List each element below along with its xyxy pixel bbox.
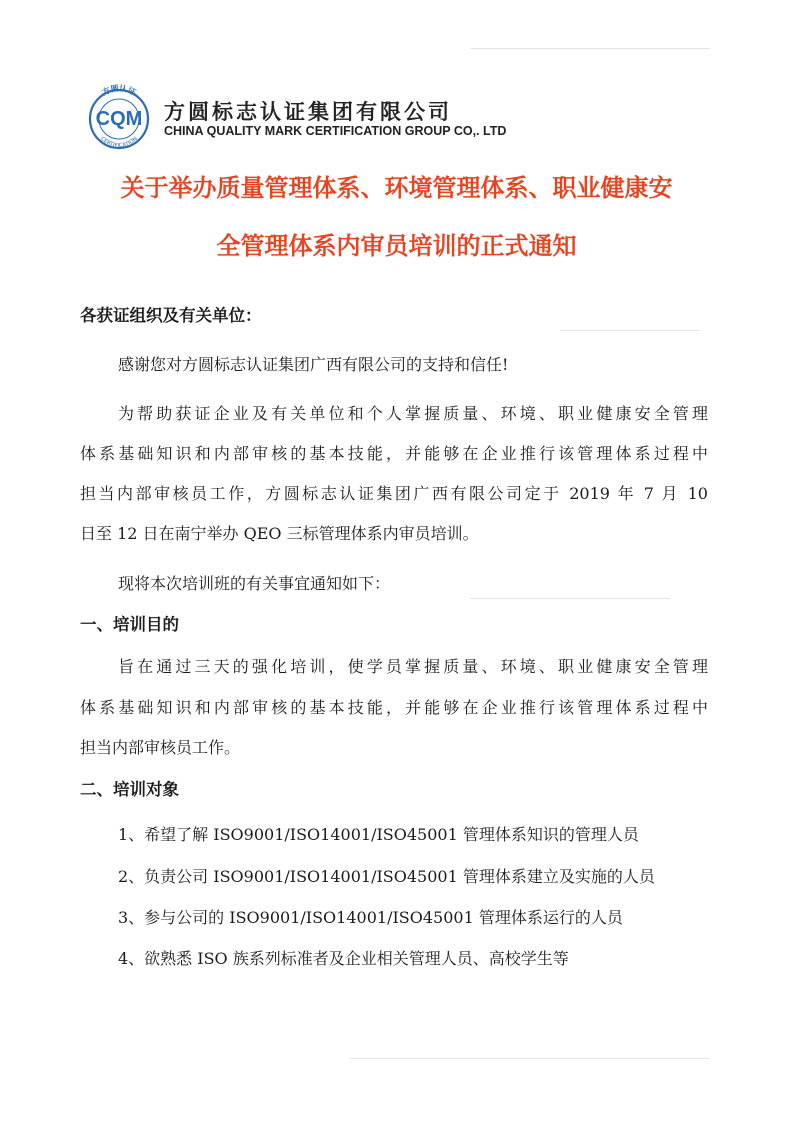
notice-title-line-1: 关于举办质量管理体系、环境管理体系、职业健康安 <box>120 174 673 202</box>
bleed-through-line <box>470 48 710 49</box>
svg-text:CERTIFICATION: CERTIFICATION <box>99 136 139 150</box>
purpose-line: 体系基础知识和内部审核的基本技能，并能够在企业推行该管理体系过程中 <box>80 698 708 717</box>
purpose-line: 担当内部审核员工作。 <box>80 738 241 757</box>
bleed-through-line <box>350 1058 710 1059</box>
bleed-through-line <box>470 598 670 599</box>
audience-item: 4、欲熟悉 ISO 族系列标准者及企业相关管理人员、高校学生等 <box>118 949 569 968</box>
intro-paragraph-line: 体系基础知识和内部审核的基本技能，并能够在企业推行该管理体系过程中 <box>80 444 708 463</box>
bleed-through-line <box>560 330 700 331</box>
notice-line: 现将本次培训班的有关事宜通知如下： <box>118 574 391 593</box>
intro-paragraph-line: 为帮助获证企业及有关单位和个人掌握质量、环境、职业健康安全管理 <box>118 404 708 423</box>
section-heading-audience: 二、培训对象 <box>80 780 179 799</box>
audience-item: 1、希望了解 ISO9001/ISO14001/ISO45001 管理体系知识的管理人员 <box>118 825 639 844</box>
purpose-line: 旨在通过三天的强化培训，使学员掌握质量、环境、职业健康安全管理 <box>118 657 708 676</box>
audience-item: 3、参与公司的 ISO9001/ISO14001/ISO45001 管理体系运行的人员 <box>118 908 623 927</box>
salutation: 各获证组织及有关单位： <box>80 306 262 325</box>
svg-text:CQM: CQM <box>95 108 143 130</box>
cqm-logo-icon <box>82 84 156 150</box>
letterhead <box>82 84 722 154</box>
intro-paragraph-line: 担当内部审核员工作，方圆标志认证集团广西有限公司定于 2019 年 7 月 10 <box>80 484 708 503</box>
company-name-en: CHINA QUALITY MARK CERTIFICATION GROUP CO,. LTD <box>164 124 507 138</box>
company-name-cn: 方圆标志认证集团有限公司 <box>164 100 452 124</box>
intro-paragraph-line: 日至 12 日在南宁举办 QEO 三标管理体系内审员培训。 <box>80 524 479 543</box>
svg-text:方圆认证: 方圆认证 <box>100 84 138 98</box>
audience-item: 2、负责公司 ISO9001/ISO14001/ISO45001 管理体系建立及实施的人员 <box>118 867 655 886</box>
section-heading-purpose: 一、培训目的 <box>80 615 179 634</box>
notice-title-line-2: 全管理体系内审员培训的正式通知 <box>216 232 577 260</box>
thanks-line: 感谢您对方圆标志认证集团广西有限公司的支持和信任! <box>118 355 509 374</box>
